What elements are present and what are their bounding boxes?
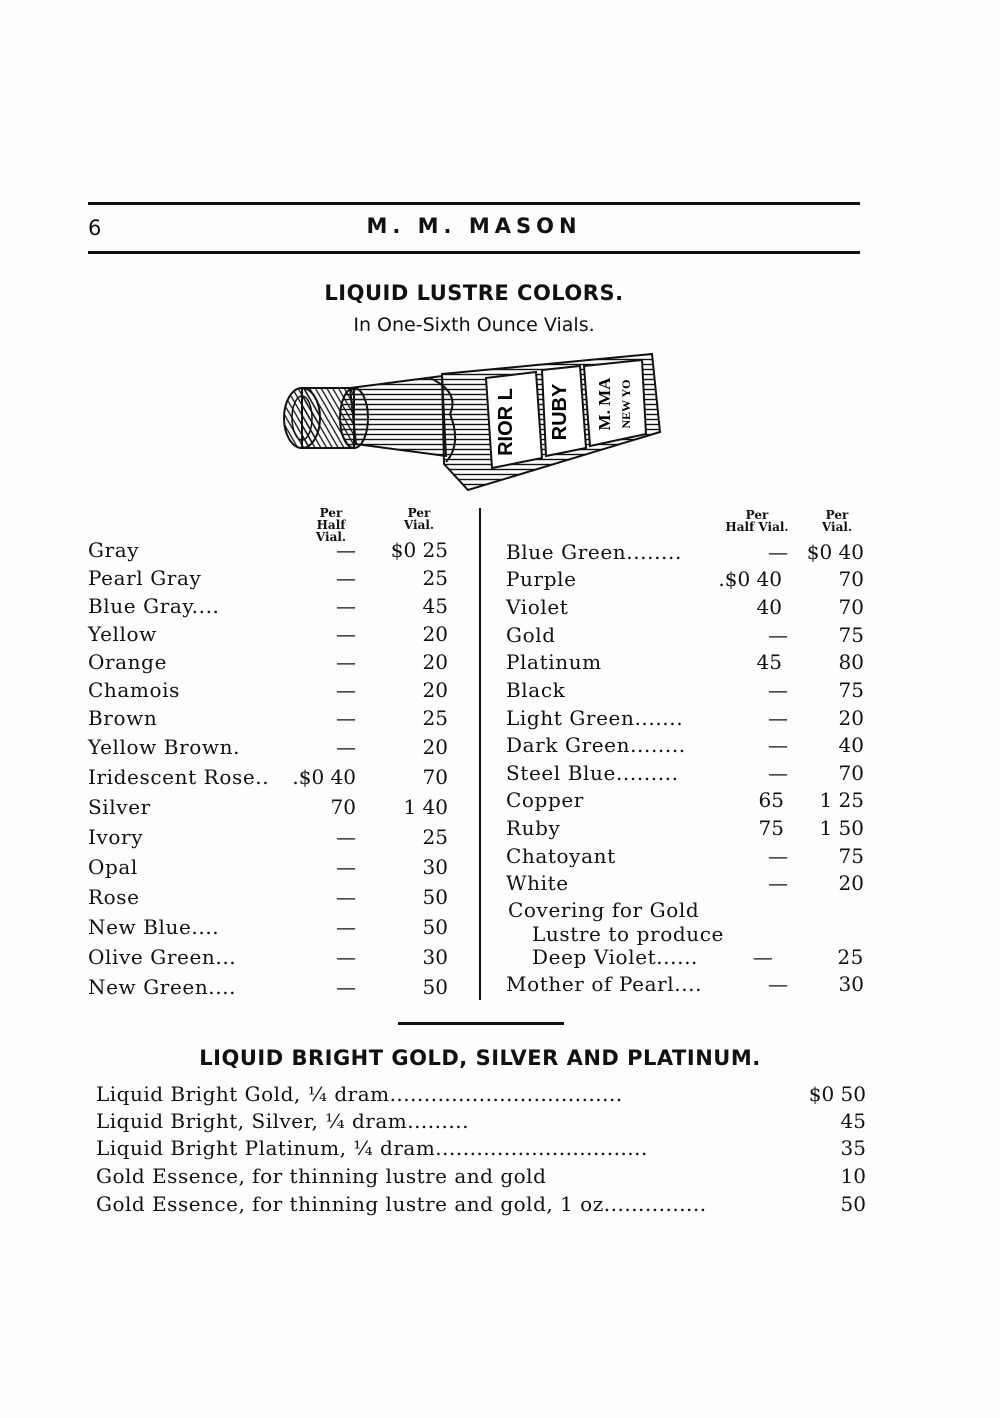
vial-price: 80 — [838, 650, 864, 674]
color-name: Yellow Brown. — [88, 735, 241, 759]
half-vial-price: — — [336, 650, 356, 674]
half-vial-price: — — [336, 885, 356, 909]
right-col-vial-heading — [816, 509, 858, 533]
price-row — [88, 676, 488, 704]
color-name: Black — [506, 678, 566, 702]
left-col-vial-heading — [398, 507, 440, 531]
vial-price: 1 25 — [819, 788, 864, 812]
vial-price: 70 — [838, 567, 864, 591]
covering-half-vial-price: — — [752, 945, 774, 969]
price-row — [506, 970, 866, 998]
color-name: New Blue.... — [88, 915, 220, 939]
price-row — [506, 593, 866, 621]
price-row — [506, 704, 866, 732]
color-name: Chamois — [88, 678, 180, 702]
vial-price: 25 — [422, 706, 448, 730]
vial-price: 20 — [422, 735, 448, 759]
price-row — [506, 676, 866, 704]
bottle-label-2: RUBY — [549, 383, 571, 441]
color-name: Blue Green........ — [506, 540, 682, 564]
vial-price: 30 — [422, 945, 448, 969]
price-row — [506, 565, 866, 593]
bright-item-row — [96, 1162, 876, 1190]
color-name: Ivory — [88, 825, 144, 849]
half-vial-price: — — [768, 540, 788, 564]
price-row — [88, 823, 488, 851]
half-vial-price: 40 — [756, 595, 782, 619]
price-row — [506, 869, 866, 897]
price-row — [88, 536, 488, 564]
vial-price: 45 — [422, 594, 448, 618]
color-name: Mother of Pearl.... — [506, 972, 703, 996]
lustre-section-title: LIQUID LUSTRE COLORS. — [324, 281, 624, 305]
price-row — [506, 621, 866, 649]
price-row — [506, 538, 866, 566]
vial-price: 20 — [422, 650, 448, 674]
price-row — [506, 842, 866, 870]
color-name: Copper — [506, 788, 584, 812]
bright-item-price: $0 50 — [808, 1082, 866, 1106]
half-vial-price: — — [336, 735, 356, 759]
color-name: Platinum — [506, 650, 602, 674]
half-vial-price: — — [336, 538, 356, 562]
price-row — [88, 883, 488, 911]
vial-price: 25 — [422, 566, 448, 590]
color-name: White — [506, 871, 569, 895]
bottle-label-4: NEW YO — [619, 379, 633, 429]
bright-item-price: 50 — [840, 1192, 866, 1216]
vial-price: 70 — [422, 765, 448, 789]
vial-price: $0 25 — [390, 538, 448, 562]
right-col-half-vial-heading — [716, 509, 798, 533]
color-name: Steel Blue......... — [506, 761, 679, 785]
bright-item-price: 45 — [840, 1109, 866, 1133]
color-name: Brown — [88, 706, 158, 730]
covering-line-3: Deep Violet...... — [532, 945, 699, 969]
price-row — [88, 853, 488, 881]
half-vial-price: — — [336, 566, 356, 590]
half-vial-price: — — [768, 706, 788, 730]
ruby-lustre-bottle-illustration — [280, 352, 662, 494]
price-row — [88, 913, 488, 941]
half-vial-price: — — [336, 915, 356, 939]
vial-price: 50 — [422, 975, 448, 999]
color-name: Purple — [506, 567, 577, 591]
half-vial-price: — — [336, 945, 356, 969]
color-name: Blue Gray.... — [88, 594, 220, 618]
covering-vial-price: 25 — [837, 945, 864, 969]
header-top-rule — [88, 202, 860, 205]
half-vial-price: 65 — [758, 788, 784, 812]
color-name: New Green.... — [88, 975, 237, 999]
half-vial-price: — — [768, 972, 788, 996]
heading-line: Per — [407, 506, 431, 520]
price-row — [506, 814, 866, 842]
half-vial-price: — — [768, 761, 788, 785]
bottle-label-1: RIOR L — [495, 388, 517, 456]
price-row — [88, 648, 488, 676]
price-row — [506, 648, 866, 676]
price-row — [506, 731, 866, 759]
half-vial-price: — — [336, 706, 356, 730]
heading-line: Per — [319, 506, 343, 520]
half-vial-price: — — [768, 844, 788, 868]
price-row — [88, 592, 488, 620]
bright-item-row — [96, 1107, 876, 1135]
lustre-section-subtitle: In One-Sixth Ounce Vials. — [353, 314, 595, 336]
running-title: M. M. MASON — [366, 214, 582, 238]
vial-price: 30 — [422, 855, 448, 879]
section-separator — [398, 1022, 564, 1025]
price-row — [88, 620, 488, 648]
color-name: Chatoyant — [506, 844, 616, 868]
vial-price: 50 — [422, 915, 448, 939]
color-name: Rose — [88, 885, 140, 909]
heading-line: Per — [745, 508, 769, 522]
color-name: Iridescent Rose.. — [88, 765, 270, 789]
heading-line: Vial. — [403, 518, 435, 532]
page-number: 6 — [88, 216, 102, 240]
price-row — [88, 564, 488, 592]
bottle-label-3: M. MA — [595, 377, 614, 431]
vial-price: 75 — [838, 844, 864, 868]
price-row — [506, 786, 866, 814]
heading-line: Half Vial. — [725, 520, 789, 534]
price-row — [88, 733, 488, 761]
bright-item-label: Liquid Bright, Silver, ¼ dram......... — [96, 1109, 469, 1133]
half-vial-price: — — [336, 825, 356, 849]
half-vial-price: 45 — [756, 650, 782, 674]
color-name: Yellow — [88, 622, 157, 646]
vial-price: 70 — [838, 595, 864, 619]
vial-price: 40 — [838, 733, 864, 757]
heading-line: Vial. — [821, 520, 853, 534]
half-vial-price: — — [336, 678, 356, 702]
half-vial-price: — — [336, 594, 356, 618]
bright-item-label: Gold Essence, for thinning lustre and gold, 1 oz............... — [96, 1192, 707, 1216]
price-row — [88, 943, 488, 971]
color-name: Pearl Gray — [88, 566, 202, 590]
header-bottom-rule — [88, 251, 860, 254]
bright-item-row — [96, 1134, 876, 1162]
vial-price: 20 — [422, 622, 448, 646]
bright-item-label: Gold Essence, for thinning lustre and gold — [96, 1164, 547, 1188]
vial-price: 1 40 — [403, 795, 448, 819]
half-vial-price: 70 — [330, 795, 356, 819]
color-name: Silver — [88, 795, 151, 819]
vial-price: 50 — [422, 885, 448, 909]
vial-price: 1 50 — [819, 816, 864, 840]
color-name: Light Green....... — [506, 706, 684, 730]
half-vial-price: — — [768, 733, 788, 757]
price-row — [88, 793, 488, 821]
covering-line-2: Lustre to produce — [532, 922, 724, 946]
half-vial-price: .$0 40 — [292, 765, 356, 789]
vial-price: 70 — [838, 761, 864, 785]
half-vial-price: — — [336, 622, 356, 646]
price-row — [88, 763, 488, 791]
price-row — [506, 759, 866, 787]
half-vial-price: — — [768, 871, 788, 895]
bright-item-row — [96, 1190, 876, 1218]
bright-item-price: 10 — [840, 1164, 866, 1188]
vial-price: 25 — [422, 825, 448, 849]
vial-price: 20 — [838, 706, 864, 730]
color-name: Violet — [506, 595, 569, 619]
bright-item-label: Liquid Bright Platinum, ¼ dram............................... — [96, 1136, 648, 1160]
color-name: Gold — [506, 623, 556, 647]
half-vial-price: — — [768, 623, 788, 647]
bright-item-row — [96, 1080, 876, 1108]
vial-price: 75 — [838, 678, 864, 702]
color-name: Gray — [88, 538, 140, 562]
price-row — [88, 973, 488, 1001]
color-name: Orange — [88, 650, 168, 674]
vial-price: 20 — [838, 871, 864, 895]
color-name: Ruby — [506, 816, 561, 840]
color-name: Olive Green... — [88, 945, 237, 969]
bright-section-title: LIQUID BRIGHT GOLD, SILVER AND PLATINUM. — [199, 1046, 761, 1070]
half-vial-price: — — [336, 975, 356, 999]
bright-item-price: 35 — [840, 1136, 866, 1160]
price-row — [88, 704, 488, 732]
half-vial-price: — — [768, 678, 788, 702]
vial-price: $0 40 — [806, 540, 864, 564]
half-vial-price: .$0 40 — [718, 567, 782, 591]
covering-line-1: Covering for Gold — [508, 898, 700, 922]
half-vial-price: — — [336, 855, 356, 879]
vial-price: 30 — [838, 972, 864, 996]
vial-price: 20 — [422, 678, 448, 702]
color-name: Opal — [88, 855, 138, 879]
heading-line: Half Vial. — [315, 518, 347, 544]
heading-line: Per — [825, 508, 849, 522]
half-vial-price: 75 — [758, 816, 784, 840]
bright-item-label: Liquid Bright Gold, ¼ dram.................................. — [96, 1082, 623, 1106]
color-name: Dark Green........ — [506, 733, 686, 757]
vial-price: 75 — [838, 623, 864, 647]
